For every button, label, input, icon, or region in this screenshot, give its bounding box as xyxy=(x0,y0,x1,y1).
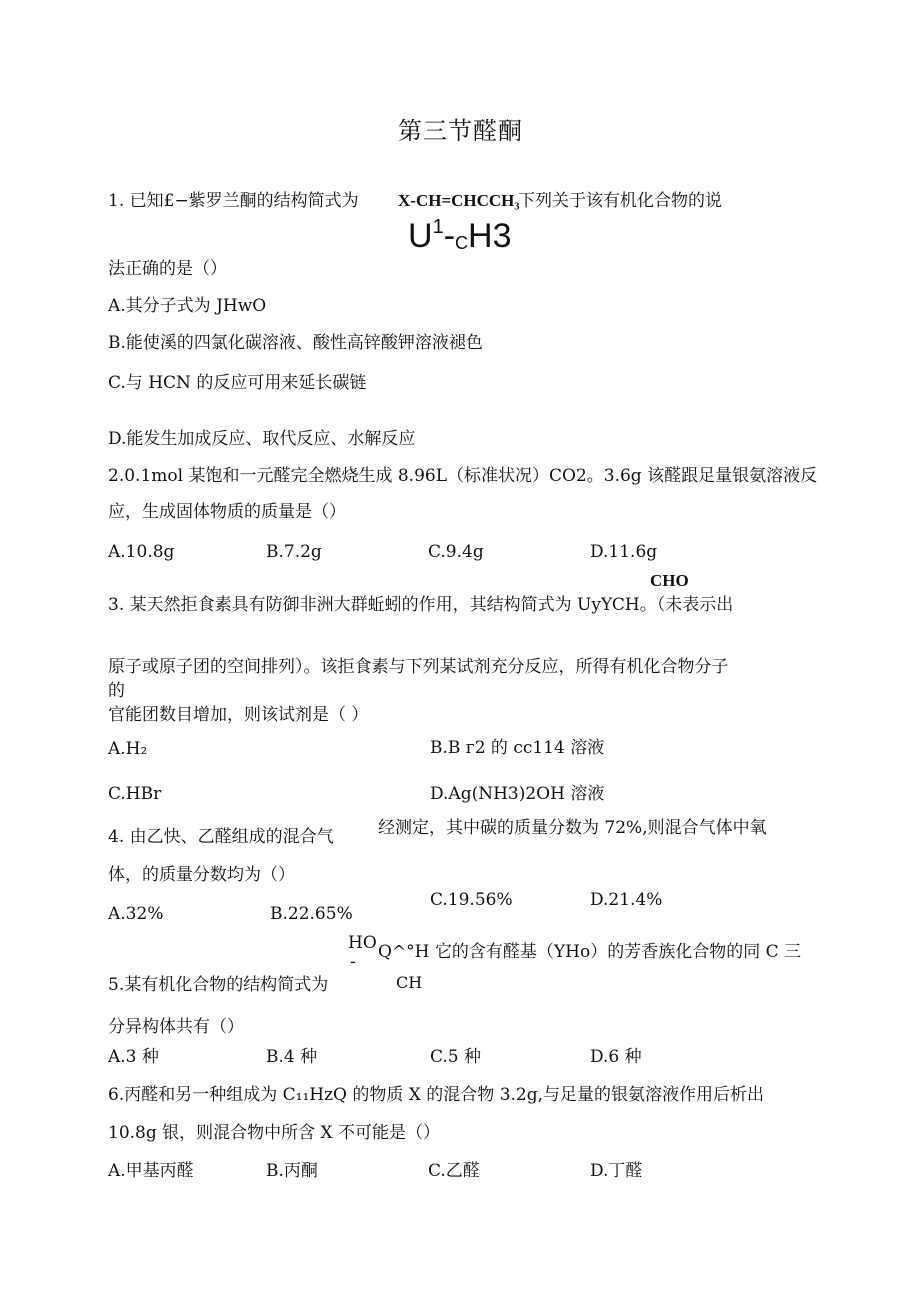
q4-option-a: A.32% xyxy=(108,904,164,924)
page-title: 第三节醛酮 xyxy=(398,117,523,145)
q5-option-b: B.4 种 xyxy=(266,1047,318,1067)
q2-option-c: C.9.4g xyxy=(428,542,484,562)
q6-line1: 6.丙醛和另一种组成为 C₁₁HzQ 的物质 X 的混合物 3.2g,与足量的银氨溶液作用后析出 xyxy=(108,1085,765,1105)
q1-formula-top: X-CH=CHCCH₃ xyxy=(398,191,520,210)
q5-line2: 分异构体共有（） xyxy=(108,1017,244,1037)
q1-option-b: B.能使溪的四氯化碳溶液、酸性高锌酸钾溶液褪色 xyxy=(108,333,483,353)
q3-line2: 原子或原子团的空间排列）。该拒食素与下列某试剂充分反应，所得有机化合物分子 xyxy=(108,657,729,677)
q5-line1: 5.某有机化合物的结构简式为 xyxy=(108,975,329,995)
q1-option-a: A.其分子式为 JHwO xyxy=(108,296,267,316)
q2-option-d: D.11.6g xyxy=(590,542,658,562)
q3-line3: 的 xyxy=(108,681,125,701)
q5-option-d: D.6 种 xyxy=(590,1047,642,1067)
q5-ch-label: CH xyxy=(396,973,423,992)
q4-line1b: 经测定，其中碳的质量分数为 72%,则混合气体中氧 xyxy=(378,818,767,838)
q6-option-d: D.丁醛 xyxy=(590,1161,643,1181)
q1-formula-bottom: $U^1-_CH3$ xyxy=(408,216,512,255)
q2-line2: 应，生成固体物质的质量是（） xyxy=(108,502,346,522)
q3-option-d: D.Ag(NH3)2OH 溶液 xyxy=(430,784,605,804)
q4-option-b: B.22.65% xyxy=(270,904,353,924)
q5-line-right: Q^°H 它的含有醛基（YHo）的芳香族化合物的同 C 三 xyxy=(378,942,802,962)
q1-option-c: C.与 HCN 的反应可用来延长碳链 xyxy=(108,373,367,393)
q3-line1: 3. 某天然拒食素具有防御非洲大群蚯蚓的作用，其结构简式为 UyYCH。（未表示出 xyxy=(108,595,734,615)
q3-option-c: C.HBr xyxy=(108,784,162,804)
q6-option-b: B.丙酮 xyxy=(266,1161,318,1181)
q3-option-b: B.B г2 的 cc114 溶液 xyxy=(430,738,605,758)
q6-option-a: A.甲基丙醛 xyxy=(108,1161,194,1181)
q2-line1: 2.0.1mol 某饱和一元醛完全燃烧生成 8.96L（标准状况）CO2。3.6g 该醛跟足量银氨溶液反 xyxy=(108,466,818,486)
q4-line2: 体，的质量分数均为（） xyxy=(108,865,295,885)
q1-line1-tail: 下列关于该有机化合物的说 xyxy=(518,191,722,211)
q1-option-d: D.能发生加成反应、取代反应、水解反应 xyxy=(108,429,416,449)
q2-option-b: B.7.2g xyxy=(266,542,322,562)
q6-option-c: C.乙醛 xyxy=(428,1161,480,1181)
q5-dash: - xyxy=(350,952,356,972)
q4-option-c: C.19.56% xyxy=(430,890,513,910)
q5-option-a: A.3 种 xyxy=(108,1047,159,1067)
q5-option-c: C.5 种 xyxy=(430,1047,482,1067)
q1-line2: 法正确的是（） xyxy=(108,259,227,279)
q3-cho-label: CHO xyxy=(650,571,689,590)
q5-ho-label: HO xyxy=(348,933,377,953)
q3-line4: 官能团数目增加，则该试剂是（ ） xyxy=(108,705,369,725)
q4-line1a: 4. 由乙快、乙醛组成的混合气 xyxy=(108,827,334,847)
q3-option-a: A.H₂ xyxy=(108,739,148,759)
q6-line2: 10.8g 银，则混合物中所含 X 不可能是（） xyxy=(108,1123,441,1143)
q1-line1: 1. 已知£−紫罗兰酮的结构简式为 xyxy=(108,191,359,211)
q4-option-d: D.21.4% xyxy=(590,890,663,910)
q2-option-a: A.10.8g xyxy=(108,542,175,562)
